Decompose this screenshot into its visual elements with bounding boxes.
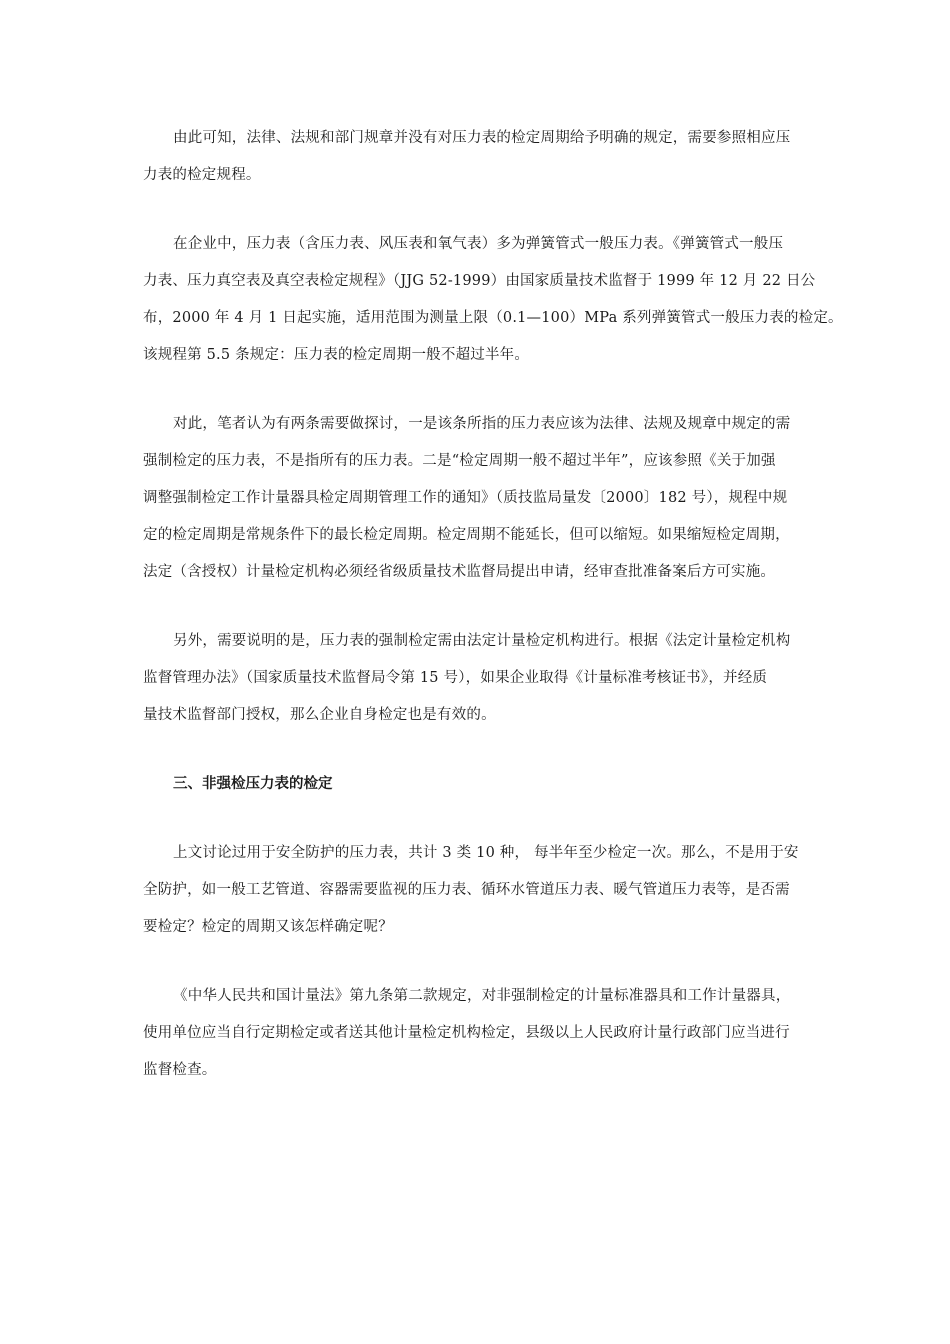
- paragraph-line: 在企业中，压力表（含压力表、风压表和氧气表）多为弹簧管式一般压力表。《弹簧管式一般压: [173, 236, 784, 252]
- paragraph-line: 布，2000 年 4 月 1 日起实施，适用范围为测量上限（0.1—100）MPa 系列弹簧管式一般压力表的检定。: [143, 310, 843, 326]
- paragraph-2: [143, 226, 843, 374]
- paragraph-line: 法定（含授权）计量检定机构必须经省级质量技术监督局提出申请，经审查批准备案后方可实施。: [143, 564, 776, 580]
- paragraph-line: 由此可知，法律、法规和部门规章并没有对压力表的检定周期给予明确的规定，需要参照相应压: [173, 130, 791, 146]
- paragraph-line: 量技术监督部门授权，那么企业自身检定也是有效的。: [143, 707, 496, 723]
- paragraph-line: 该规程第 5.5 条规定：压力表的检定周期一般不超过半年。: [143, 347, 530, 363]
- paragraph-line: 强制检定的压力表，不是指所有的压力表。二是“检定周期一般不超过半年”，应该参照《关于加强: [143, 453, 776, 469]
- paragraph-3: [143, 406, 807, 591]
- paragraph-1: [143, 120, 807, 194]
- paragraph-6: [143, 978, 807, 1089]
- paragraph-line: 定的检定周期是常规条件下的最长检定周期。检定周期不能延长，但可以缩短。如果缩短检定周期，: [143, 527, 790, 543]
- paragraph-line: 另外，需要说明的是，压力表的强制检定需由法定计量检定机构进行。根据《法定计量检定机构: [173, 633, 791, 649]
- paragraph-line: 监督检查。: [143, 1062, 217, 1078]
- paragraph-line: 监督管理办法》（国家质量技术监督局令第 15 号），如果企业取得《计量标准考核证书》，并经质: [143, 670, 768, 686]
- paragraph-line: 力表、压力真空表及真空表检定规程》（JJG 52-1999）由国家质量技术监督于 1999 年 12 月 22 日公: [143, 273, 816, 289]
- paragraph-line: 调整强制检定工作计量器具检定周期管理工作的通知》（质技监局量发〔2000〕182 号），规程中规: [143, 490, 788, 506]
- paragraph-line: 对此，笔者认为有两条需要做探讨，一是该条所指的压力表应该为法律、法规及规章中规定的需: [173, 416, 791, 432]
- paragraph-line: 上文讨论过用于安全防护的压力表，共计 3 类 10 种， 每半年至少检定一次。那么，不是用于安: [173, 845, 799, 861]
- paragraph-line: 《中华人民共和国计量法》第九条第二款规定，对非强制检定的计量标准器具和工作计量器具，: [173, 988, 791, 1004]
- section-heading: 三、非强检压力表的检定: [173, 776, 333, 792]
- paragraph-4: [143, 623, 807, 734]
- paragraph-line: 使用单位应当自行定期检定或者送其他计量检定机构检定，县级以上人民政府计量行政部门应当进行: [143, 1025, 790, 1041]
- paragraph-5: [143, 835, 807, 946]
- paragraph-line: 要检定？检定的周期又该怎样确定呢？: [143, 919, 393, 935]
- document-body: [143, 120, 843, 1121]
- paragraph-line: 全防护，如一般工艺管道、容器需要监视的压力表、循环水管道压力表、暖气管道压力表等，是否需: [143, 882, 790, 898]
- paragraph-line: 力表的检定规程。: [143, 167, 261, 183]
